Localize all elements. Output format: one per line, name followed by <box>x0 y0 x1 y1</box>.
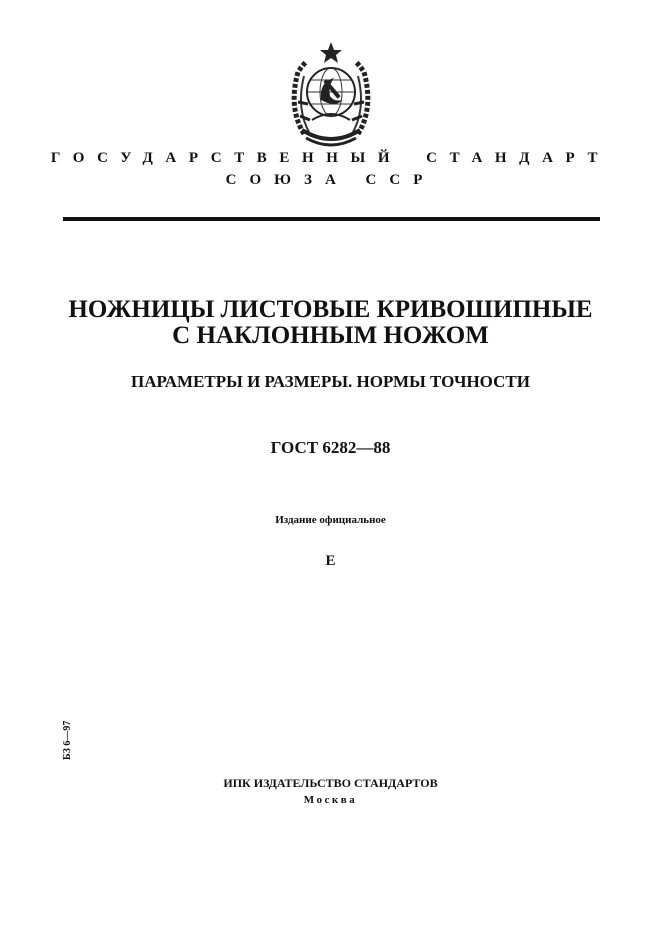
document-subtitle: ПАРАМЕТРЫ И РАЗМЕРЫ. НОРМЫ ТОЧНОСТИ <box>131 372 530 391</box>
edition-label: Издание официальное <box>275 514 386 526</box>
header-divider <box>63 217 600 221</box>
publisher-city: Москва <box>303 794 358 806</box>
document-title <box>0 297 661 349</box>
side-catalog-code: БЗ 6—97 <box>62 720 73 760</box>
header-word-state: ГОСУДАРСТВЕННЫЙ <box>50 150 403 166</box>
standard-code: ГОСТ 6282—88 <box>270 438 391 457</box>
edition-letter: Е <box>325 553 336 569</box>
title-line-1: НОЖНИЦЫ ЛИСТОВЫЕ КРИВОШИПНЫЕ <box>68 296 593 323</box>
header-state-standard <box>0 150 661 167</box>
ussr-state-emblem-icon <box>276 38 386 150</box>
publisher-name: ИПК ИЗДАТЕЛЬСТВО СТАНДАРТОВ <box>223 776 438 790</box>
title-line-2: С НАКЛОННЫМ НОЖОМ <box>172 322 489 349</box>
header-word-standard: СТАНДАРТ <box>426 150 611 166</box>
header-ussr: СОЮЗА ССР <box>225 172 436 188</box>
